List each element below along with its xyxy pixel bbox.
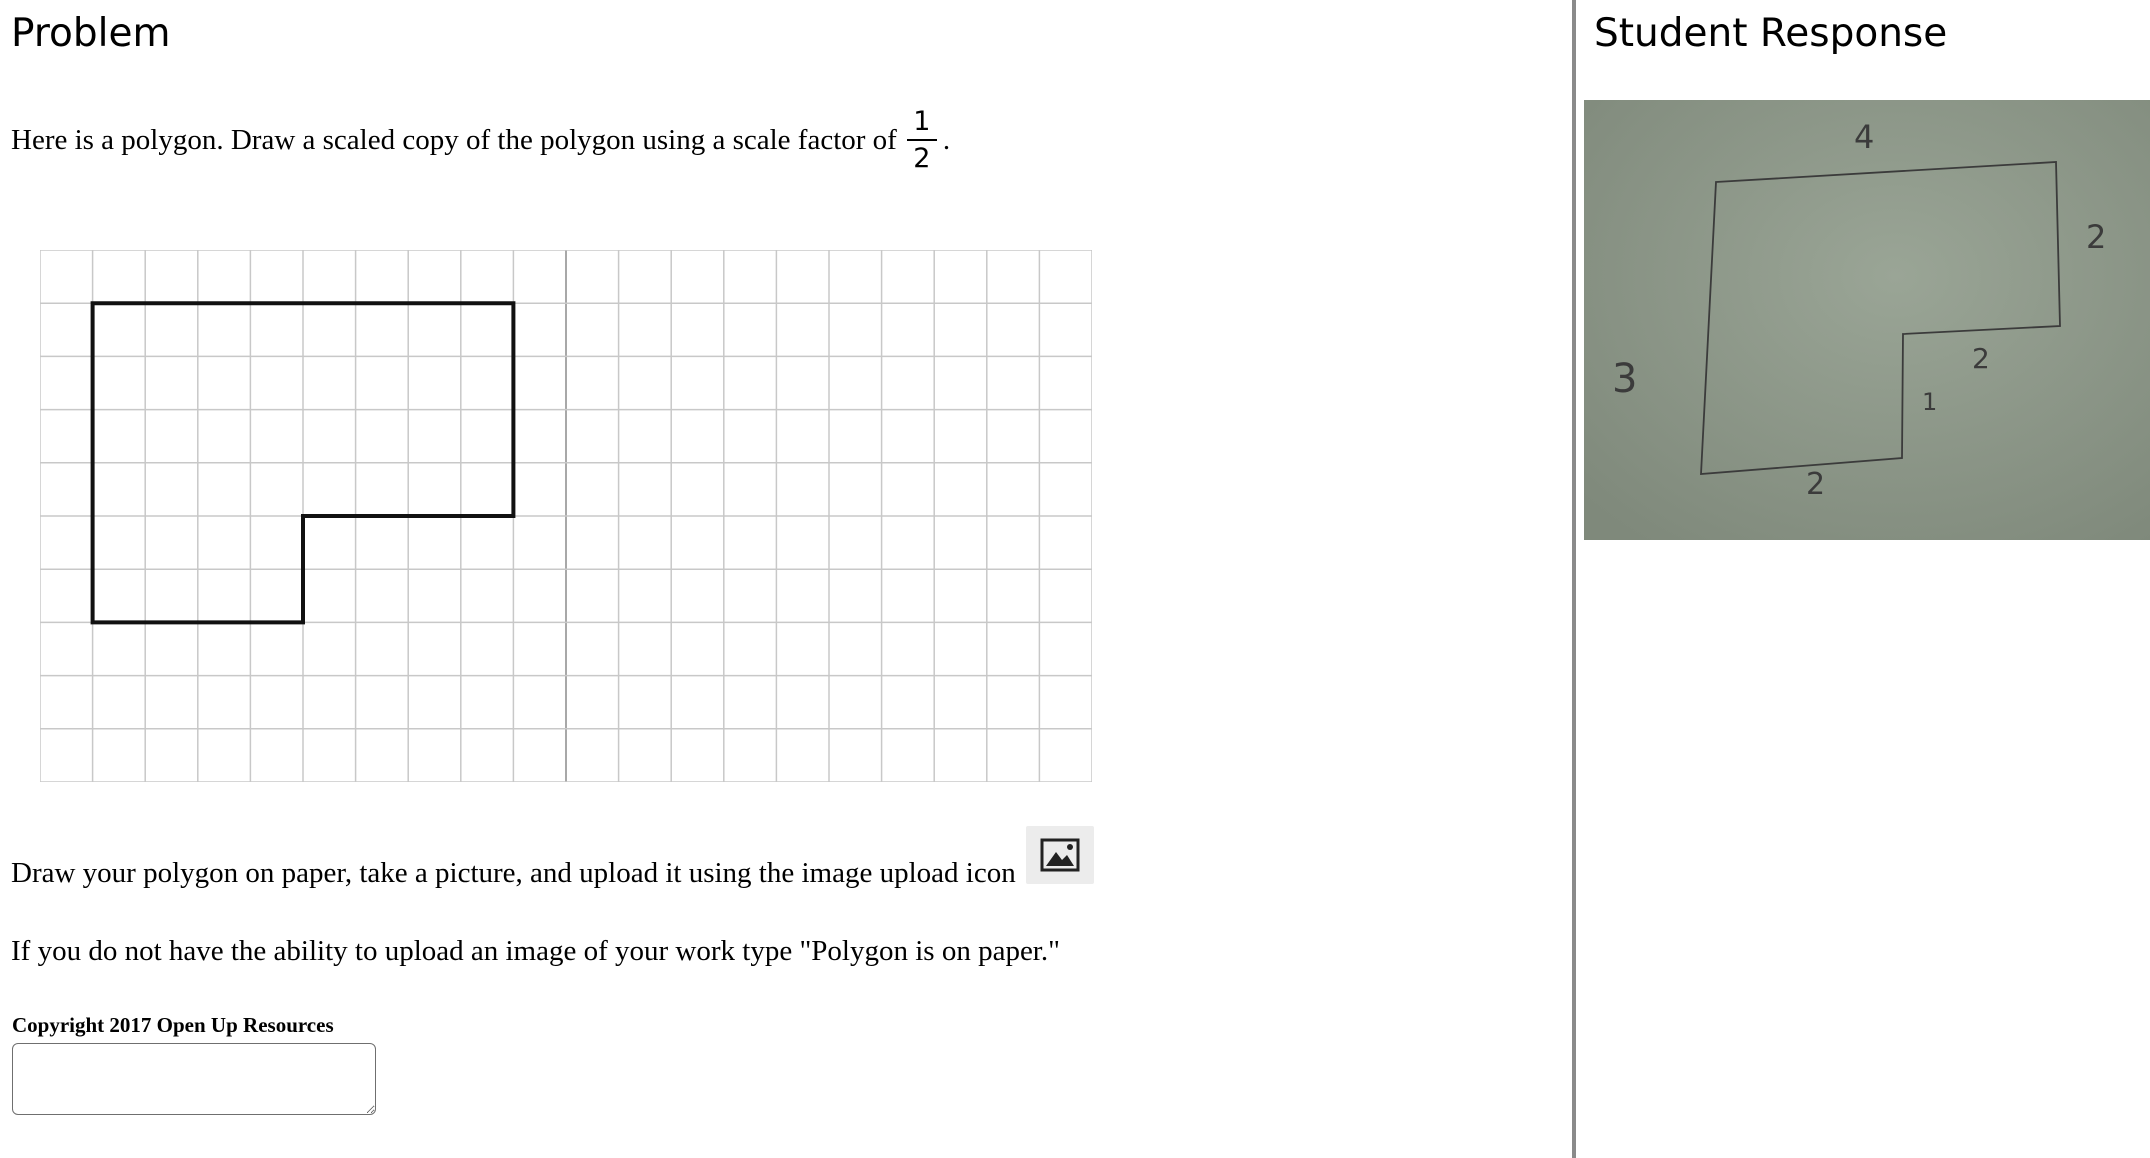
problem-title: Problem (11, 11, 171, 56)
answer-input[interactable] (12, 1043, 376, 1115)
problem-prompt (11, 100, 950, 180)
polygon-grid-figure (40, 250, 1092, 782)
fraction-numerator: 1 (913, 106, 931, 137)
response-title: Student Response (1594, 11, 1948, 56)
no-upload-instruction: If you do not have the ability to upload an image of your work type "Polygon is on paper." (11, 935, 1060, 967)
label-inner-horizontal: 2 (1972, 342, 1990, 375)
image-upload-icon[interactable] (1026, 826, 1094, 884)
label-top: 4 (1854, 118, 1875, 156)
copyright-notice: Copyright 2017 Open Up Resources (12, 1013, 334, 1037)
label-right: 2 (2086, 218, 2107, 256)
scale-factor-fraction (907, 108, 937, 172)
prompt-period: . (942, 123, 951, 156)
student-response-photo (1584, 100, 2150, 540)
label-inner-vertical: 1 (1922, 388, 1938, 416)
label-left: 3 (1612, 356, 1638, 402)
label-bottom: 2 (1806, 467, 1826, 502)
fraction-denominator: 2 (913, 143, 931, 174)
fraction-bar (907, 139, 937, 141)
upload-instruction (11, 840, 1094, 906)
image-icon (1040, 838, 1080, 872)
prompt-text: Here is a polygon. Draw a scaled copy of the polygon using a scale factor of (11, 123, 897, 156)
upload-instruction-text: Draw your polygon on paper, take a picture, and upload it using the image upload icon (11, 856, 1016, 889)
photo-background (1584, 100, 2150, 540)
response-panel (1576, 0, 2150, 1158)
grid-lines (40, 250, 1092, 782)
